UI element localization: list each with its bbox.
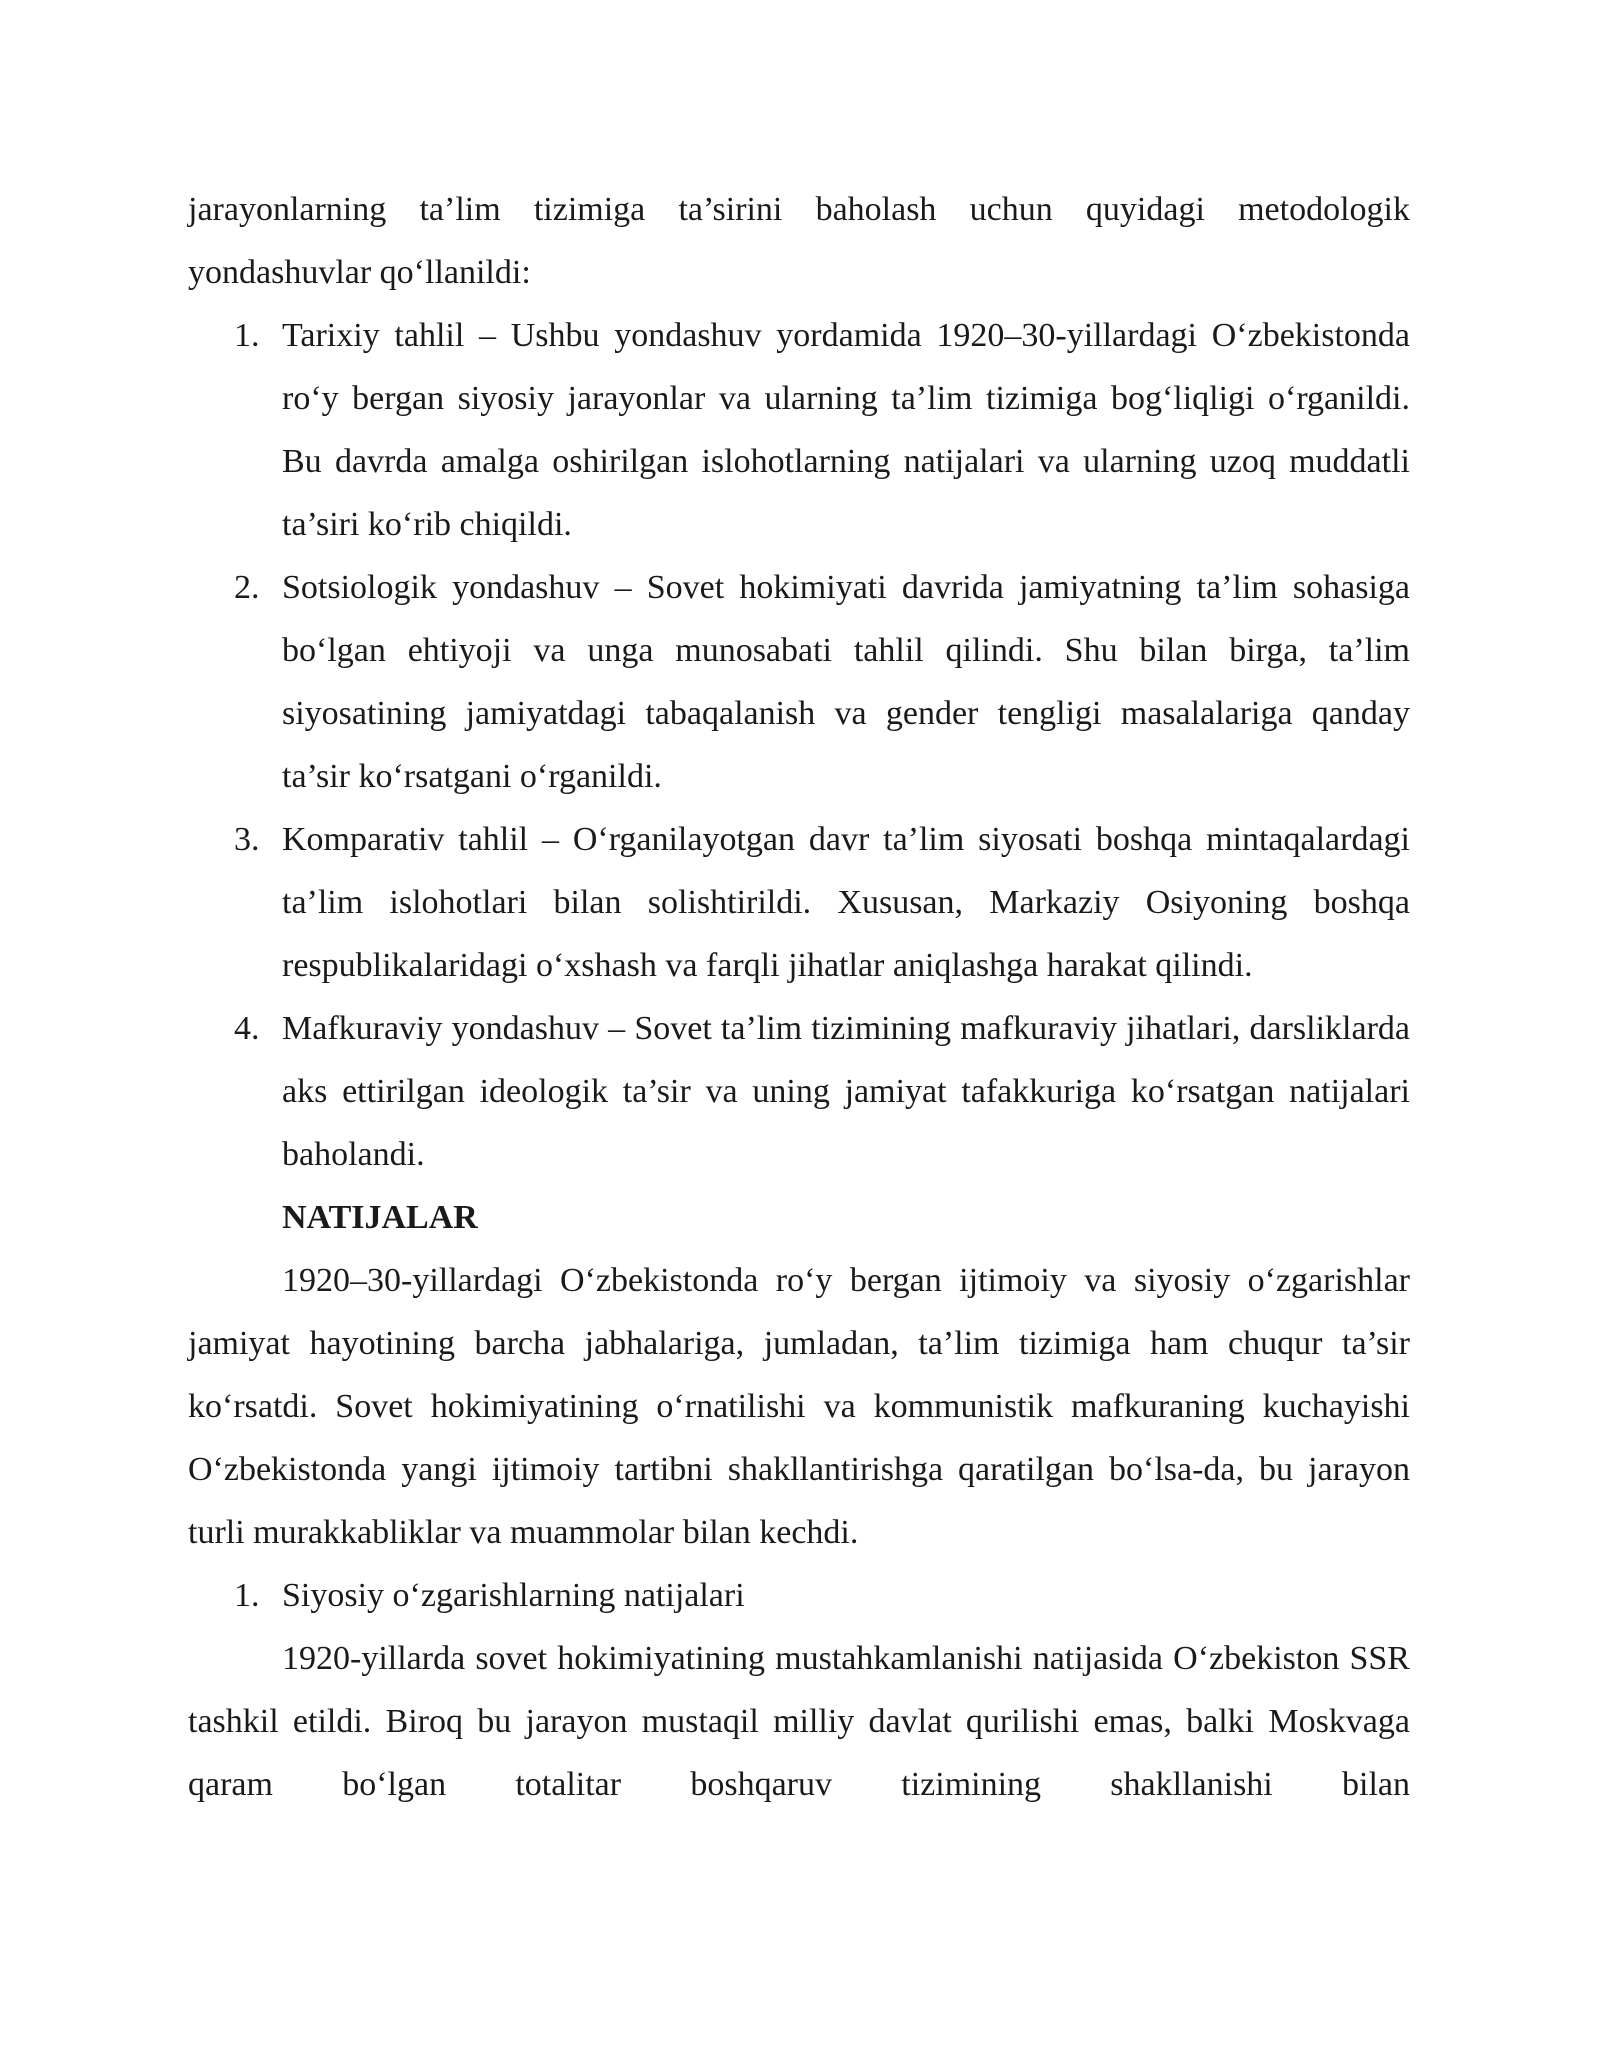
method-text: Sotsiologik yondashuv – Sovet hokimiyati davrida jamiyatning ta’lim sohasiga bo‘lgan ehtiyoji va unga munosabati tahlil qilindi. Shu bilan birga, ta’lim siyosatining jamiyatdagi tabaqalanish va gender tengligi masalalariga qanday ta’sir ko‘rsatgani o‘rganildi. — [282, 569, 1410, 795]
method-item-2 — [188, 556, 1410, 808]
method-text: Komparativ tahlil – O‘rganilayotgan davr ta’lim siyosati boshqa mintaqalardagi ta’lim islohotlari bilan solishtirildi. Xususan, Markaziy Osiyoning boshqa respublikalaridagi o‘xshash va farqli jihatlar aniqlashga harakat qilindi. — [282, 821, 1410, 984]
list-number: 2. — [234, 569, 260, 606]
list-number: 4. — [234, 1010, 260, 1047]
results-heading: NATIJALAR — [282, 1199, 478, 1236]
results-paragraph: 1920–30-yillardagi O‘zbekistonda ro‘y bergan ijtimoiy va siyosiy o‘zgarishlar jamiyat hayotining barcha jabhalariga, jumladan, ta’lim tizimiga ham chuqur ta’sir ko‘rsatdi. Sovet hokimiyatining o‘rnatilishi va kommunistik mafkuraning kuchayishi O‘zbekistonda yangi ijtimoiy tartibni shakllantirishga qaratilgan bo‘lsa-da, bu jarayon turli murakkabliklar va muammolar bilan kechdi. — [188, 1262, 1410, 1551]
list-number: 3. — [234, 821, 260, 858]
subsection-heading — [188, 1564, 1410, 1627]
list-number: 1. — [234, 317, 260, 354]
method-item-3 — [188, 808, 1410, 997]
page-content — [188, 178, 1410, 1816]
method-text: Tarixiy tahlil – Ushbu yondashuv yordamida 1920–30-yillardagi O‘zbekistonda ro‘y bergan siyosiy jarayonlar va ularning ta’lim tizimiga bog‘liqligi o‘rganildi. Bu davrda amalga oshirilgan islohotlarning natijalari va ularning uzoq muddatli ta’siri ko‘rib chiqildi. — [282, 317, 1410, 543]
list-number: 1. — [234, 1577, 260, 1614]
method-item-4 — [188, 997, 1410, 1186]
method-item-1 — [188, 304, 1410, 556]
method-text: Mafkuraviy yondashuv – Sovet ta’lim tizimining mafkuraviy jihatlari, darsliklarda aks ettirilgan ideologik ta’sir va uning jamiyat tafakkuriga ko‘rsatgan natijalari baholandi. — [282, 1010, 1410, 1173]
intro-paragraph: jarayonlarning ta’lim tizimiga ta’sirini baholash uchun quyidagi metodologik yondashuvlar qo‘llanildi: — [188, 191, 1410, 291]
subsection-title: Siyosiy o‘zgarishlarning natijalari — [282, 1577, 745, 1614]
final-paragraph: 1920-yillarda sovet hokimiyatining mustahkamlanishi natijasida O‘zbekiston SSR tashkil etildi. Biroq bu jarayon mustaqil milliy davlat qurilishi emas, balki Moskvaga qaram bo‘lgan totalitar boshqaruv tizimining shakllanishi bilan — [188, 1640, 1410, 1803]
